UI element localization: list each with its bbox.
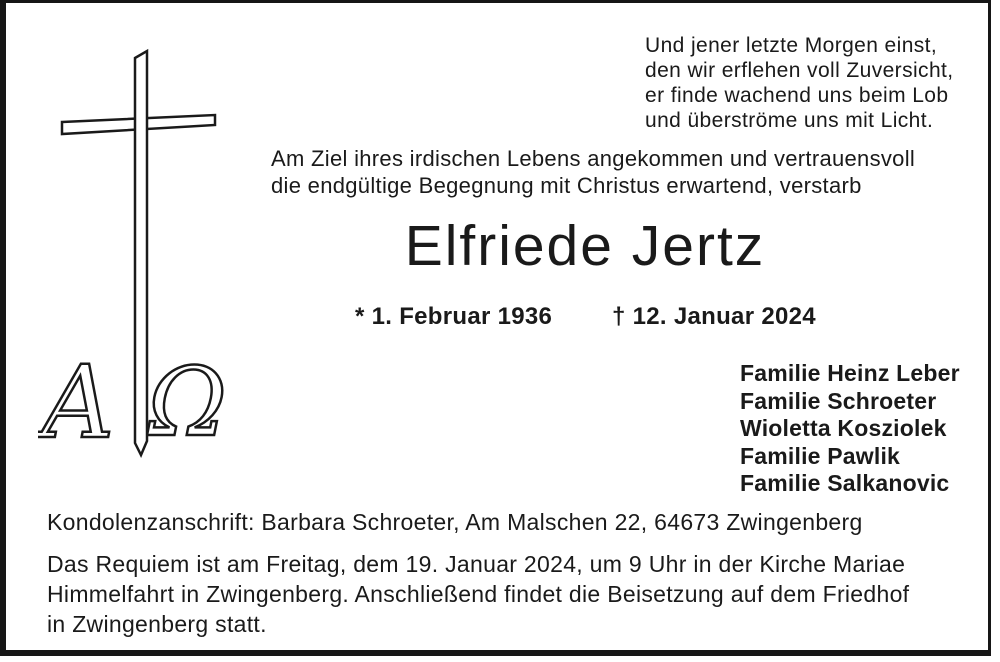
poem-line: und überströme uns mit Licht.	[645, 109, 934, 132]
funeral-info-line: Das Requiem ist am Freitag, dem 19. Januar 2024, um 9 Uhr in der Kirche Mariae	[47, 551, 906, 577]
intro-line: Am Ziel ihres irdischen Lebens angekommen und vertrauensvoll	[271, 146, 916, 171]
poem-line: er finde wachend uns beim Lob	[645, 84, 949, 107]
poem-line: den wir erflehen voll Zuversicht,	[645, 59, 954, 82]
intro-text	[271, 145, 915, 199]
poem	[645, 33, 954, 133]
birth-date: * 1. Februar 1936	[355, 303, 553, 330]
cross-icon	[135, 51, 147, 455]
mourner-name: Wioletta Kosziolek	[740, 415, 947, 441]
alpha-icon: Α	[42, 344, 115, 461]
funeral-info-line: Himmelfahrt in Zwingenberg. Anschließend findet die Beisetzung auf dem Friedhof	[47, 581, 910, 607]
mourner-name: Familie Schroeter	[740, 387, 937, 414]
deceased-name: Elfriede Jertz	[404, 214, 766, 278]
condolence-address: Kondolenzanschrift: Barbara Schroeter, Am Malschen 22, 64673 Zwingenberg	[47, 509, 863, 535]
mourner-name: Familie Salkanovic	[740, 470, 950, 496]
mourner-name: Familie Heinz Leber	[740, 360, 960, 386]
death-date: † 12. Januar 2024	[612, 303, 816, 330]
omega-icon: Ω	[148, 348, 227, 458]
poem-line: Und jener letzte Morgen einst,	[645, 34, 938, 57]
mourner-list	[740, 360, 960, 498]
funeral-info-line: in Zwingenberg statt.	[47, 611, 267, 637]
intro-line: die endgültige Begegnung mit Christus erwartend, verstarb	[271, 173, 862, 198]
mourner-name: Familie Pawlik	[740, 442, 901, 469]
funeral-info	[47, 549, 909, 639]
